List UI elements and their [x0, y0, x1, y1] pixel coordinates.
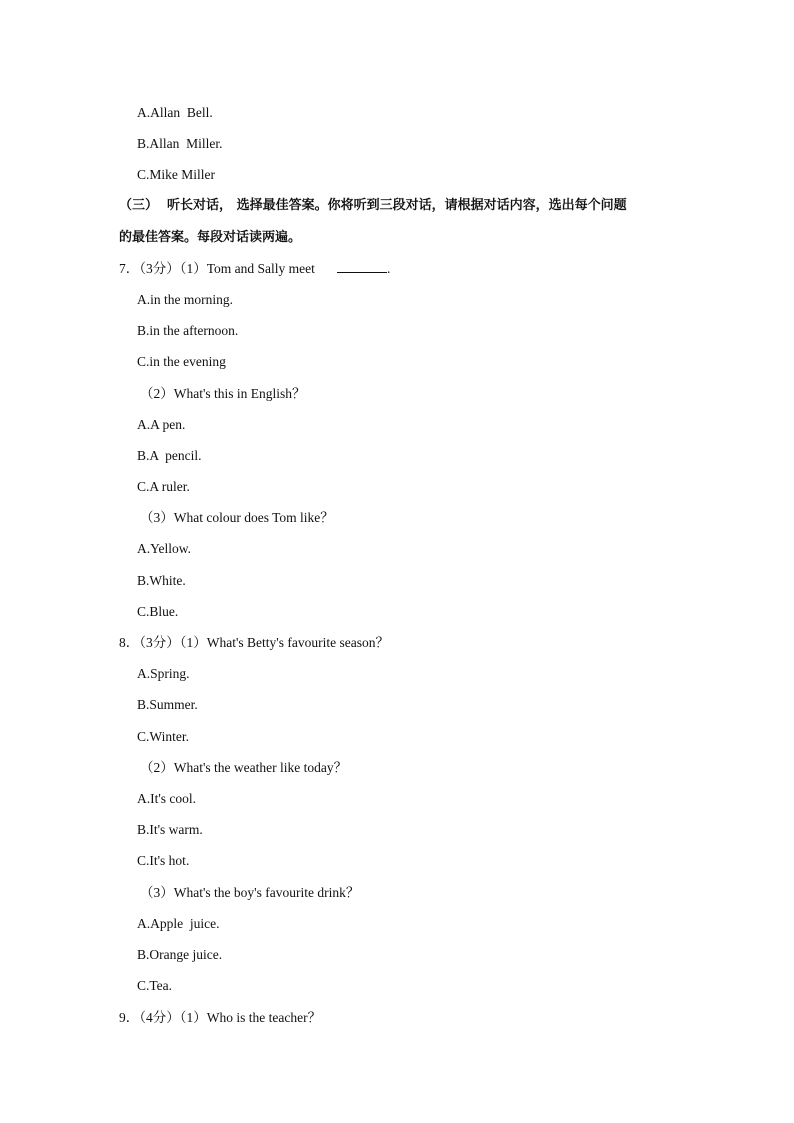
q7-3-stem: （3）What colour does Tom like？	[140, 510, 334, 525]
blank-period: .	[387, 261, 391, 276]
question-9-stem: 9．（4分）（1）Who is the teacher？	[119, 1010, 322, 1025]
q7-1-option-a: A.in the morning.	[137, 292, 233, 307]
q8-2-option-c: C.It's hot.	[137, 853, 190, 868]
q7-1-option-b: B.in the afternoon.	[137, 323, 239, 338]
q7-1-option-c: C.in the evening	[137, 354, 226, 369]
question-7-text: 7．（3分）（1）Tom and Sally meet	[119, 261, 326, 276]
q8-3-stem: （3）What's the boy's favourite drink？	[140, 885, 360, 900]
question-7-stem	[119, 261, 390, 277]
option-a: A.Allan Bell.	[137, 105, 213, 120]
q7-3-option-b: B.White.	[137, 573, 186, 588]
answer-blank	[337, 261, 387, 273]
q8-2-stem: （2）What's the weather like today？	[140, 760, 348, 775]
q8-2-option-a: A.It's cool.	[137, 791, 197, 806]
q8-3-option-c: C.Tea.	[137, 978, 173, 993]
question-8-stem: 8．（3分）（1）What's Betty's favourite season？	[119, 635, 389, 650]
section-instruction-line1: （三） 听长对话， 选择最佳答案。你将听到三段对话，请根据对话内容，选出每个问题	[119, 198, 627, 213]
q8-3-option-a: A.Apple juice.	[137, 916, 220, 931]
q8-2-option-b: B.It's warm.	[137, 822, 203, 837]
option-c: C.Mike Miller	[137, 167, 215, 182]
option-b: B.Allan Miller.	[137, 136, 223, 151]
q7-2-option-c: C.A ruler.	[137, 479, 190, 494]
q7-2-option-a: A.A pen.	[137, 417, 186, 432]
q8-3-option-b: B.Orange juice.	[137, 947, 223, 962]
q8-1-option-c: C.Winter.	[137, 729, 189, 744]
q7-2-stem: （2）What's this in English？	[140, 386, 306, 401]
q7-2-option-b: B.A pencil.	[137, 448, 202, 463]
q7-3-option-a: A.Yellow.	[137, 541, 192, 556]
q8-1-option-a: A.Spring.	[137, 666, 190, 681]
q8-1-option-b: B.Summer.	[137, 697, 198, 712]
section-instruction-line2: 的最佳答案。每段对话读两遍。	[119, 230, 302, 245]
q7-3-option-c: C.Blue.	[137, 604, 179, 619]
